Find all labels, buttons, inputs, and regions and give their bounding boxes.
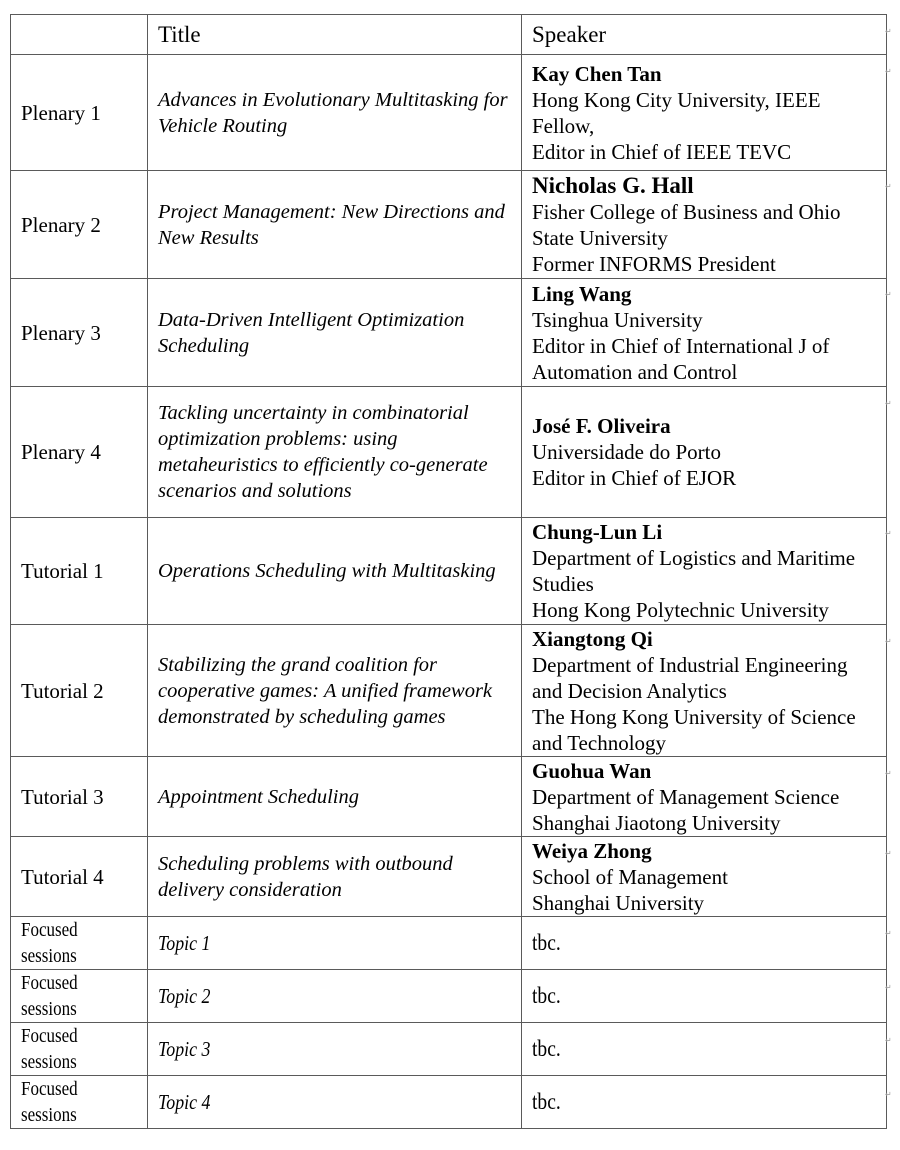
talk-title: Tackling uncertainty in combinatorial optimization problems: using metaheuristics to efficiently co-generate scenarios and solutions xyxy=(148,387,522,518)
table-row xyxy=(11,625,887,757)
speaker-name: Kay Chen Tan xyxy=(532,61,662,86)
paragraph-mark-icon: ↵ xyxy=(885,929,892,938)
table-row xyxy=(11,917,887,970)
speaker-affiliation: Hong Kong City University, IEEE Fellow, xyxy=(532,87,821,138)
speaker-affiliation: Department of Industrial Engineering and Decision Analytics xyxy=(532,652,848,703)
speaker-role: Shanghai University xyxy=(532,890,705,915)
speaker-affiliation: Universidade do Porto xyxy=(532,440,721,464)
speaker-cell xyxy=(522,837,887,917)
talk-title: Appointment Scheduling xyxy=(148,757,522,837)
talk-title: Topic 2 xyxy=(148,970,522,1023)
speaker-cell: tbc. xyxy=(522,917,887,970)
session-label: Plenary 4 xyxy=(11,387,148,518)
talk-title: Topic 4 xyxy=(148,1076,522,1129)
speaker-role: Editor in Chief of IEEE TEVC xyxy=(532,139,792,164)
speaker-cell: tbc. xyxy=(522,970,887,1023)
speaker-name: Chung-Lun Li xyxy=(532,520,663,544)
session-label: Tutorial 1 xyxy=(11,518,148,625)
talk-title: Data-Driven Intelligent Optimization Scheduling xyxy=(148,279,522,387)
header-speaker: Speaker xyxy=(522,15,887,55)
speaker-name: José F. Oliveira xyxy=(532,414,671,438)
speaker-role: Editor in Chief of International J of Automation and Control xyxy=(532,333,830,384)
talk-title: Scheduling problems with outbound delivery consideration xyxy=(148,837,522,917)
speaker-affiliation: School of Management xyxy=(532,864,728,889)
speaker-role: Shanghai Jiaotong University xyxy=(532,810,781,835)
speaker-cell: tbc. xyxy=(522,1023,887,1076)
session-label: Focused sessions xyxy=(11,1023,148,1076)
session-label: Tutorial 2 xyxy=(11,625,148,757)
header-session xyxy=(11,15,148,55)
session-label: Focused sessions xyxy=(11,917,148,970)
speaker-affiliation: Department of Management Science xyxy=(532,784,840,809)
speaker-cell xyxy=(522,171,887,279)
talk-title: Advances in Evolutionary Multitasking for Vehicle Routing xyxy=(148,55,522,171)
header-row xyxy=(11,15,887,55)
speaker-affiliation: Tsinghua University xyxy=(532,307,703,332)
session-label: Tutorial 4 xyxy=(11,837,148,917)
speaker-cell: tbc. xyxy=(522,1076,887,1129)
speaker-cell xyxy=(522,625,887,757)
speaker-cell xyxy=(522,55,887,171)
table-row xyxy=(11,1023,887,1076)
speaker-cell xyxy=(522,757,887,837)
paragraph-mark-icon: ↵ xyxy=(885,182,892,191)
talk-title: Topic 3 xyxy=(148,1023,522,1076)
speaker-cell xyxy=(522,518,887,625)
table-row xyxy=(11,279,887,387)
speaker-name: Nicholas G. Hall xyxy=(532,172,694,198)
paragraph-mark-icon: ↵ xyxy=(885,1036,892,1045)
talk-title: Project Management: New Directions and New Results xyxy=(148,171,522,279)
table-row xyxy=(11,970,887,1023)
talk-title: Stabilizing the grand coalition for cooperative games: A unified framework demonstrated by scheduling games xyxy=(148,625,522,757)
speaker-name: Ling Wang xyxy=(532,281,632,306)
table-row xyxy=(11,55,887,171)
table-row xyxy=(11,387,887,518)
speaker-name: Weiya Zhong xyxy=(532,838,652,863)
speaker-role: Hong Kong Polytechnic University xyxy=(532,598,829,622)
session-label: Focused sessions xyxy=(11,970,148,1023)
session-label: Tutorial 3 xyxy=(11,757,148,837)
table-row xyxy=(11,837,887,917)
session-label: Focused sessions xyxy=(11,1076,148,1129)
speaker-name: Xiangtong Qi xyxy=(532,626,653,651)
talk-title: Topic 1 xyxy=(148,917,522,970)
speaker-name: Guohua Wan xyxy=(532,758,652,783)
paragraph-mark-icon: ↵ xyxy=(885,1090,892,1099)
paragraph-mark-icon: ↵ xyxy=(885,849,892,858)
paragraph-mark-icon: ↵ xyxy=(885,399,892,408)
paragraph-mark-icon: ↵ xyxy=(885,290,892,299)
speaker-affiliation: Department of Logistics and Maritime Studies xyxy=(532,546,856,596)
header-title: Title xyxy=(148,15,522,55)
paragraph-mark-icon: ↵ xyxy=(885,769,892,778)
session-label: Plenary 2 xyxy=(11,171,148,279)
table-row xyxy=(11,1076,887,1129)
speaker-cell xyxy=(522,279,887,387)
speaker-role: The Hong Kong University of Science and Technology xyxy=(532,704,856,755)
speaker-role: Editor in Chief of EJOR xyxy=(532,466,737,490)
session-label: Plenary 3 xyxy=(11,279,148,387)
table-row xyxy=(11,171,887,279)
paragraph-mark-icon: ↵ xyxy=(885,529,892,538)
schedule-table xyxy=(10,14,887,1129)
speaker-cell xyxy=(522,387,887,518)
speaker-role: Former INFORMS President xyxy=(532,251,776,276)
paragraph-mark-icon: ↵ xyxy=(885,27,892,36)
speaker-affiliation: Fisher College of Business and Ohio State University xyxy=(532,199,841,250)
talk-title: Operations Scheduling with Multitasking xyxy=(148,518,522,625)
table-row xyxy=(11,757,887,837)
session-label: Plenary 1 xyxy=(11,55,148,171)
table-row xyxy=(11,518,887,625)
paragraph-mark-icon: ↵ xyxy=(885,983,892,992)
paragraph-mark-icon: ↵ xyxy=(885,637,892,646)
paragraph-mark-icon: ↵ xyxy=(885,67,892,76)
